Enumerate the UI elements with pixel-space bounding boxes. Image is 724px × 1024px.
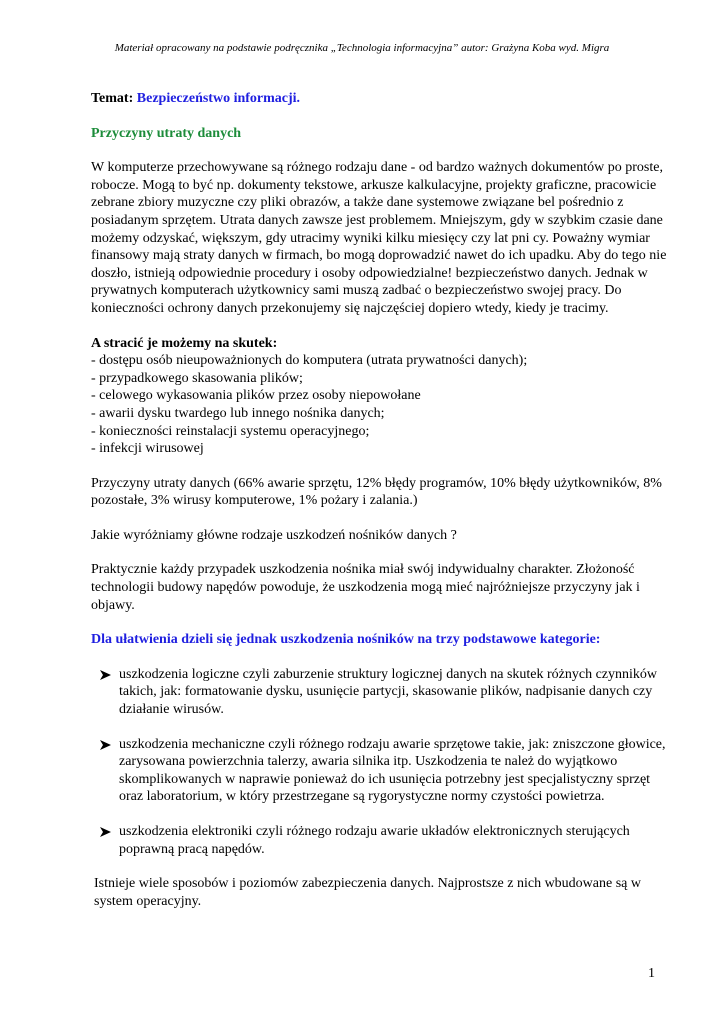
page-header: Materiał opracowany na podstawie podręcznika „Technologia informacyjna” autor: Grażyna Koba wyd. Migra: [114, 42, 610, 54]
practical-paragraph: Praktycznie każdy przypadek uszkodzenia nośnika miał swój indywidualny charakter. Złożoność technologii budowy napędów powoduje, że uszkodzenia mogą mieć najróżniejsze przyczyny jak i objawy.: [91, 562, 640, 613]
list-item: - awarii dysku twardego lub innego nośnika danych;: [91, 405, 385, 421]
list-item: [91, 666, 671, 719]
list-item: - konieczności reinstalacji systemu operacyjnego;: [91, 423, 370, 439]
categories-list: [91, 666, 671, 858]
page-number: 1: [648, 966, 655, 981]
arrow-bullet-icon: [99, 823, 113, 840]
category-text: uszkodzenia mechaniczne czyli różnego rodzaju awarie sprzętowe takie, jak: zniszczone głowice, zarysowana powierzchnia talerzy, awaria silnika itp. Uszkodzenia te należ do wyjątkowo skomplikowanych w naprawie ponieważ do ich usunięcia potrzebny jest specjalistyczny sprzęt oraz laboratorium, w który przestrzegane są rygorystyczne normy czystości powietrza.: [119, 736, 666, 805]
list-item: - infekcji wirusowej: [91, 441, 204, 457]
topic-line: [91, 90, 671, 108]
stats-paragraph: Przyczyny utraty danych (66% awarie sprzętu, 12% błędy programów, 10% błędy użytkowników, 8% pozostałe, 3% wirusy komputerowe, 1% pożary i zalania.): [91, 475, 662, 509]
category-text: uszkodzenia logiczne czyli zaburzenie struktury logicznej danych na skutek różnych czynników takich, jak: formatowanie dysku, usunięcie partycji, skasowanie plików, nadpisanie danych czy działanie wirusów.: [119, 666, 658, 718]
list-item: - dostępu osób nieupoważnionych do komputera (utrata prywatności danych);: [91, 353, 528, 369]
topic-label: Temat:: [91, 91, 134, 106]
list-item: - przypadkowego skasowania plików;: [91, 370, 303, 386]
intro-paragraph: W komputerze przechowywane są różnego rodzaju dane - od bardzo ważnych dokumentów po proste, robocze. Mogą to być np. dokumenty tekstowe, arkusze kalkulacyjne, projekty graficzne, pracowicie zebrane zbiory muzyczne czy pliki obrazów, a także dane systemowe związane bel pośrednio z posiadanym sprzętem. Utrata danych zawsze jest problemem. Mniejszym, gdy w szybkim czasie dane możemy odzyskać, większym, gdy utracimy wyniki kilku miesięcy czy lat pni cy. Poważny wymiar finansowy mają straty danych w firmach, bo mogą doprowadzić nawet do ich upadku. Aby do tego nie doszło, istnieją odpowiednie procedury i osoby odpowiedzialne! bezpieczeństwo danych. Jednak w prywatnych komputerach użytkownicy sami muszą zadbać o bezpieczeństwo swojej pracy. Do konieczności ochrony danych przekonujemy się najczęściej dopiero wtedy, kiedy je tracimy.: [91, 160, 667, 316]
loss-causes-heading: A stracić je możemy na skutek:: [91, 335, 278, 351]
question-paragraph: Jakie wyróżniamy główne rodzaje uszkodzeń nośników danych ?: [91, 527, 457, 543]
list-item: [91, 823, 671, 858]
section-heading: Przyczyny utraty danych: [91, 125, 242, 141]
topic-title: Bezpieczeństwo informacji.: [136, 91, 301, 106]
category-text: uszkodzenia elektroniki czyli różnego rodzaju awarie układów elektronicznych sterujących poprawną pracą napędów.: [119, 824, 630, 857]
categories-heading: Dla ułatwienia dzieli się jednak uszkodzenia nośników na trzy podstawowe kategorie:: [91, 632, 601, 648]
loss-causes-list: [91, 352, 671, 458]
list-item: - celowego wykasowania plików przez osoby niepowołane: [91, 388, 421, 404]
arrow-bullet-icon: [99, 736, 113, 753]
arrow-bullet-icon: [99, 666, 113, 683]
document-body: [91, 90, 671, 910]
closing-paragraph: Istnieje wiele sposobów i poziomów zabezpieczenia danych. Najprostsze z nich wbudowane są w system operacyjny.: [94, 876, 641, 909]
list-item: [91, 736, 671, 806]
